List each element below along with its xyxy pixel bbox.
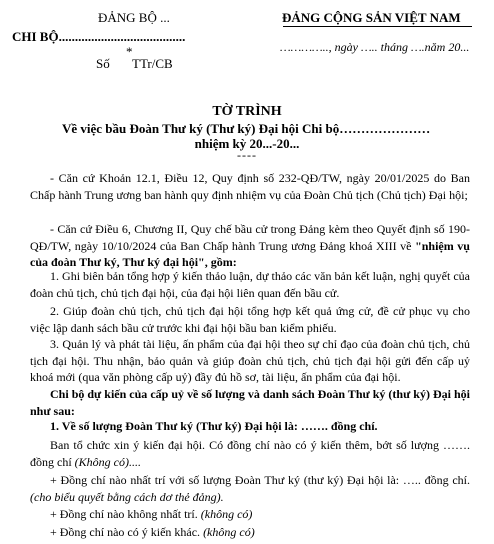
document-subject-line1: Về việc bầu Đoàn Thư ký (Thư ký) Đại hội Chi bộ………………… [62,121,431,136]
legal-basis-paragraph-2 [30,221,470,271]
document-heading: TỜ TRÌNH [212,104,282,119]
document-number-code: TTr/CB [132,56,173,71]
document-subject-line2: nhiệm kỳ 20...-20... [194,136,300,151]
vote-agree-paragraph [30,472,470,505]
legal-basis-2-bold: "nhiệm vụ của đoàn Thư ký, Thư ký đại hội", gồm: [30,238,470,269]
organizing-board-note: (Không có).... [74,454,141,469]
party-name-underline [283,26,472,27]
party-name: ĐẢNG CỘNG SẢN VIỆT NAM [282,10,461,25]
title-separator: ---- [237,148,257,162]
other-opinion-text: + Đồng chí nào có ý kiến khác. [50,525,204,539]
other-opinion-line [50,524,255,540]
date-line: ………….., ngày ….. tháng ….năm 20... [280,40,470,54]
vote-disagree-text: + Đồng chí nào không nhất trí. [50,507,201,521]
party-committee-label: ĐẢNG BỘ ... [98,10,170,25]
vote-agree-text: + Đồng chí nào nhất trí với số lượng Đoàn Thư ký (thư ký) Đại hội là: ….. đồng chí. [50,473,470,487]
organizing-board-paragraph [30,437,470,470]
branch-proposal-paragraph: Chi bộ dự kiến của cấp uỷ về số lượng và danh sách Đoàn Thư ký (thư ký) Đại hội như sau: [30,387,470,418]
duty-item-1: 1. Ghi biên bản tổng hợp ý kiến thảo luận, dự thảo các văn bản kết luận, nghị quyết của đoàn chủ tịch, chủ tịch đại hội, của đại hội liên quan đến bầu cử. [30,269,470,300]
vote-disagree-note: (không có) [200,507,253,521]
legal-basis-paragraph-1: - Căn cứ Khoản 12.1, Điều 12, Quy định số 232-QĐ/TW, ngày 20/01/2025 do Ban Chấp hành Trung ương ban hành quy định nhiệm vụ của Đoàn Chủ tịch (Chủ tịch) Đại hội; [30,171,470,202]
vote-disagree-line [50,506,252,522]
asterisk-mark: * [126,44,133,59]
legal-basis-2-text: - Căn cứ Điều 6, Chương II, Quy chế bầu cử trong Đảng kèm theo Quyết định số 190-QĐ/TW, ngày 10/10/2024 của Ban Chấp hành Trung ương Đảng khoá XIII về [30,222,470,253]
duty-item-3: 3. Quản lý và phát tài liệu, ấn phẩm của đại hội theo sự chỉ đạo của đoàn chủ tịch, chủ tịch đại hội. Thu nhận, bảo quản và giúp đoàn chủ tịch, chủ tịch đại hội gửi đến cấp uỷ khoá mới (qua văn phòng cấp uỷ) đầy đủ hồ sơ, tài liệu, ấn phẩm của đại hội. [30,337,470,384]
document-number-label: Số [96,56,110,71]
quantity-item: 1. Về số lượng Đoàn Thư ký (Thư ký) Đại hội là: ……. đồng chí. [50,419,378,433]
other-opinion-note: (không có) [203,525,255,539]
duty-item-2: 2. Giúp đoàn chủ tịch, chủ tịch đại hội tổng hợp kết quả ứng cử, đề cử phục vụ cho việc lập danh sách bầu cử trước khi đại hội bầu ban kiểm phiếu. [30,304,470,335]
organizing-board-text: Ban tổ chức xin ý kiến đại hội. Có đồng chí nào có ý kiến thêm, bớt số lượng ……. đồng chí [30,438,470,469]
branch-label: CHI BỘ....................................... [12,29,186,44]
vote-agree-note: (cho biểu quyết bằng cách dơ thẻ đảng). [30,489,224,504]
